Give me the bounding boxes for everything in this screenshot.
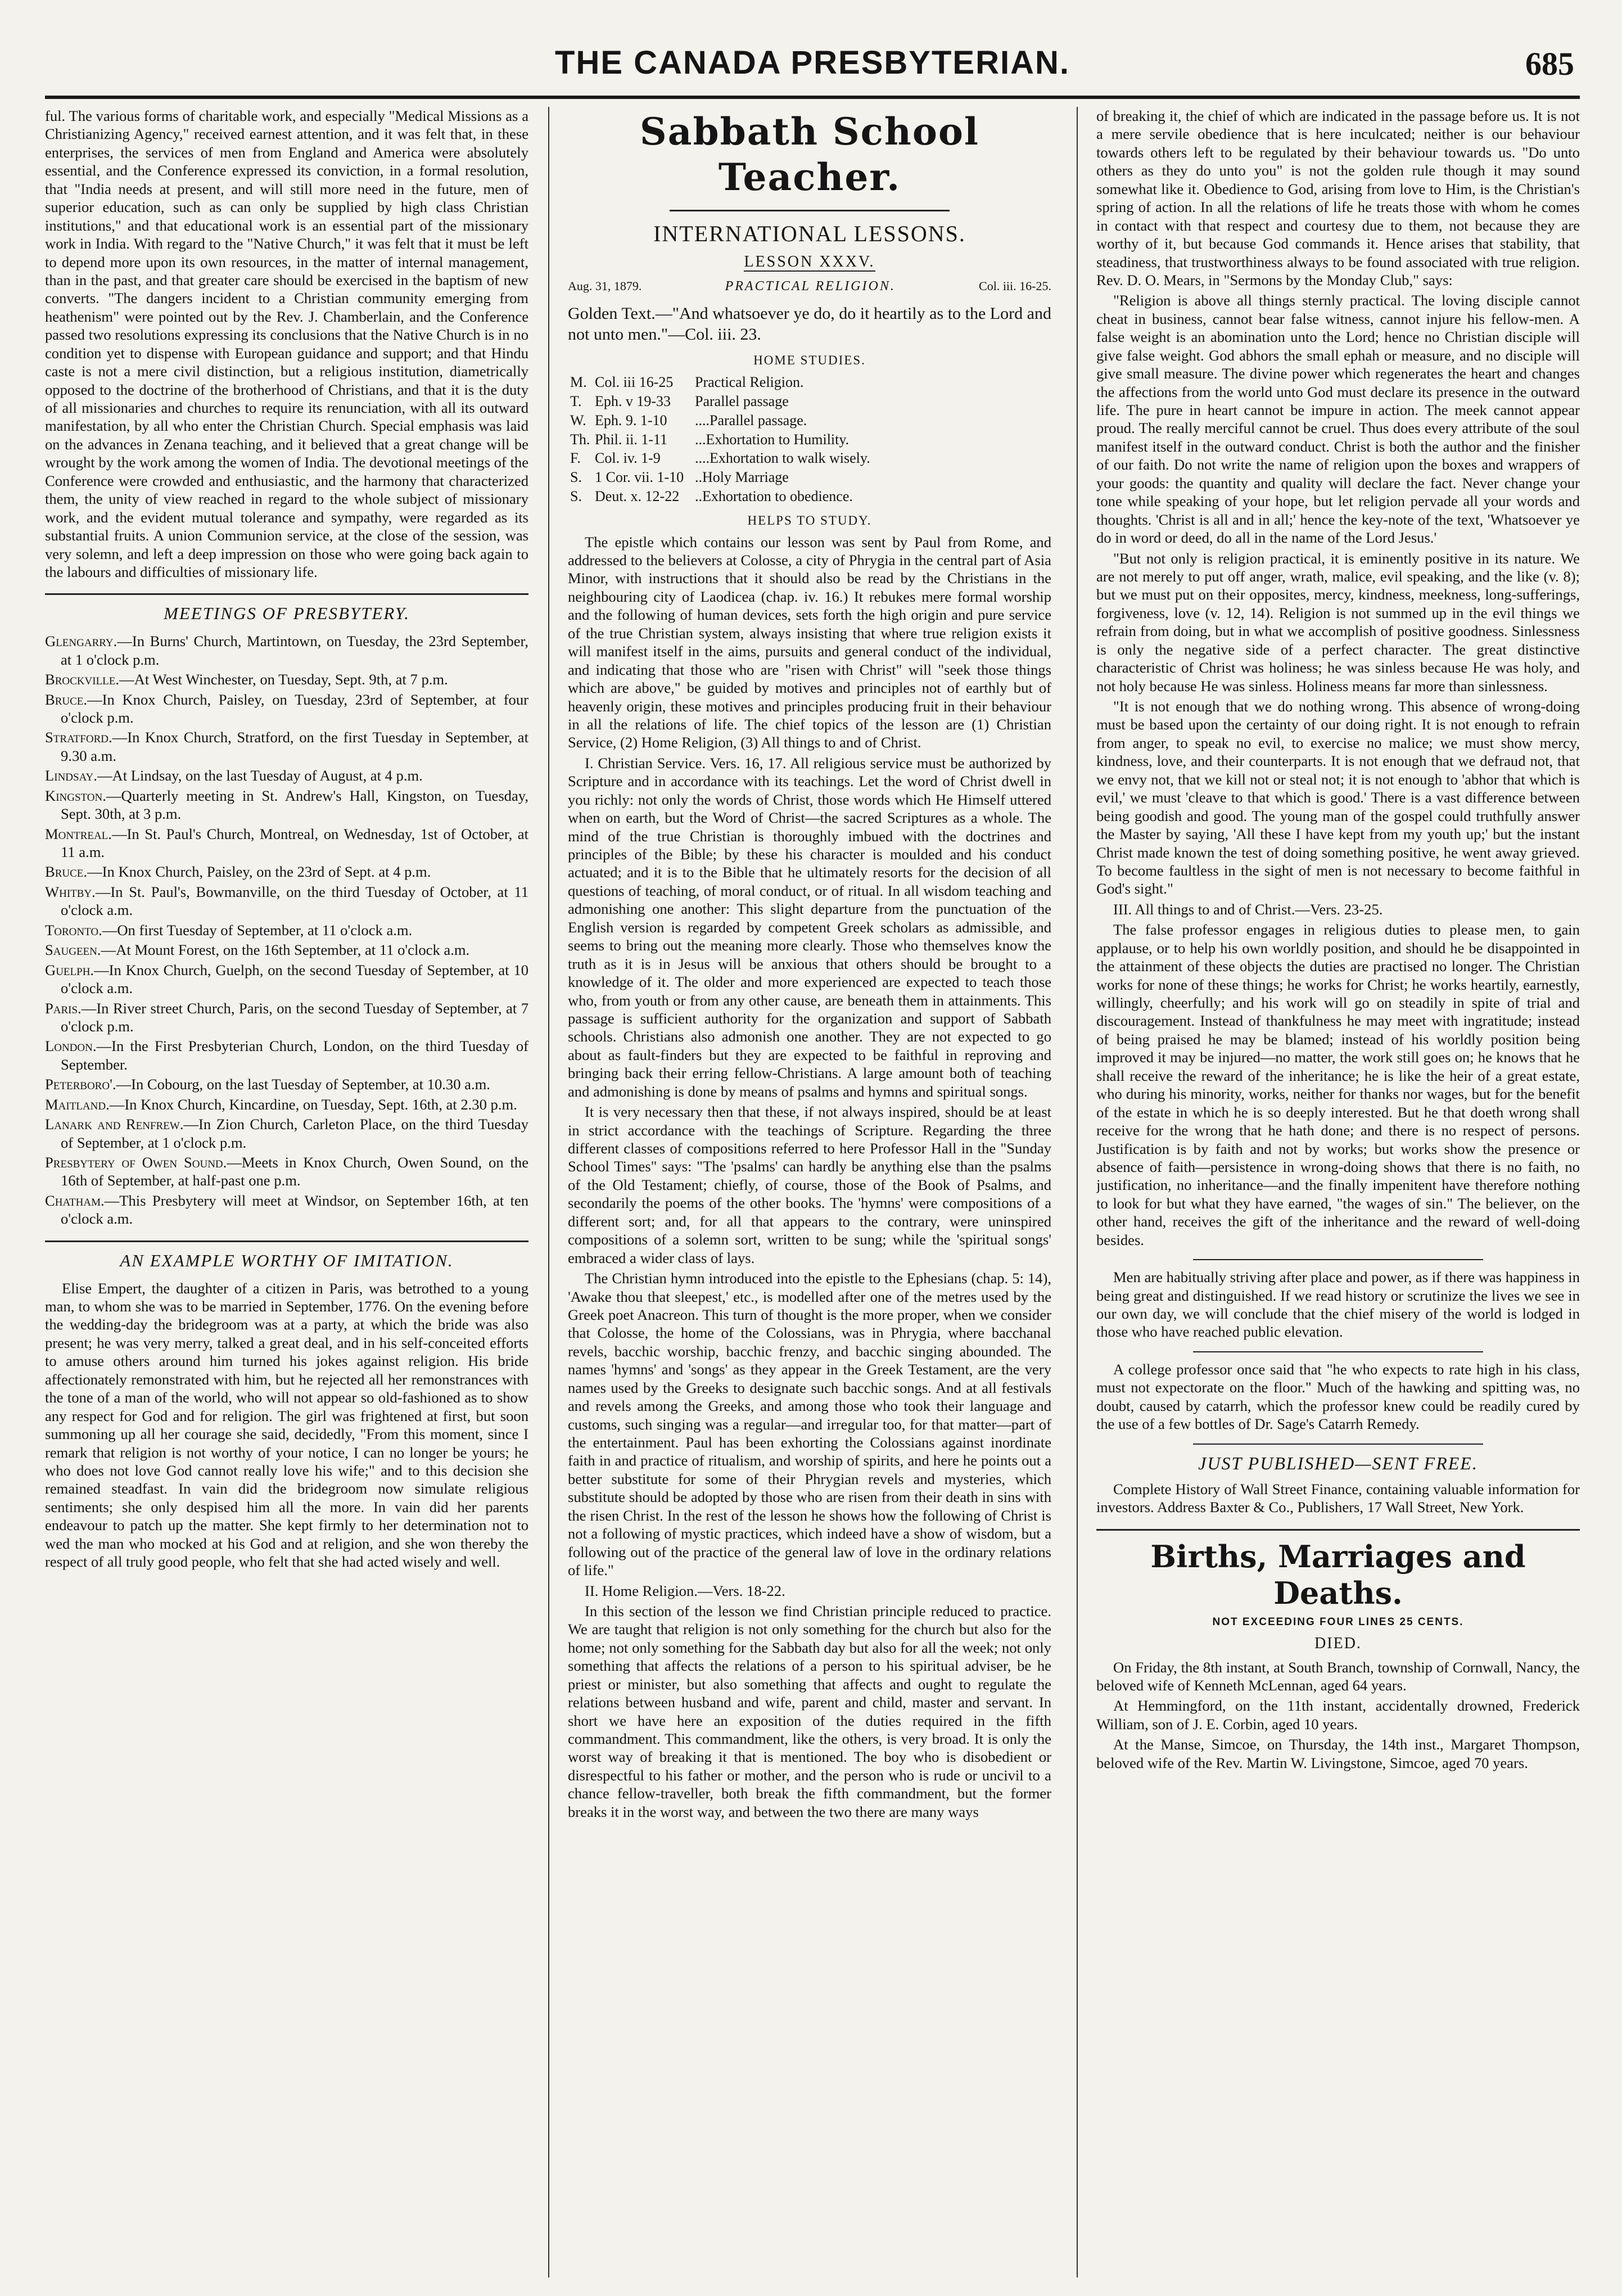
table-row: S. 1 Cor. vii. 1-10 ..Holy Marriage: [570, 469, 789, 486]
meeting-entry: Lindsay.—At Lindsay, on the last Tuesday of August, at 4 p.m.: [45, 767, 423, 784]
meeting-entry: Bruce.—In Knox Church, Paisley, on Tuesday, 23rd of September, at four o'clock p.m.: [45, 691, 528, 726]
column-2: [568, 107, 1051, 2283]
home-studies-heading: HOME STUDIES.: [753, 353, 866, 368]
notice-rate: NOT EXCEEDING FOUR LINES 25 CENTS.: [1212, 1616, 1464, 1629]
section-rule: [1096, 1529, 1580, 1531]
table-row: S. Deut. x. 12-22 ..Exhortation to obedience.: [570, 488, 853, 504]
meeting-entry: Paris.—In River street Church, Paris, on the second Tuesday of September, at 7 o'clock p.m.: [45, 999, 528, 1035]
section-rule: [1193, 1444, 1483, 1445]
meeting-entry: Stratford.—In Knox Church, Stratford, on the first Tuesday in September, at 9.30 a.m.: [45, 729, 528, 764]
table-row: T. Eph. v 19-33 Parallel passage: [570, 393, 789, 410]
meeting-entry: Bruce.—In Knox Church, Paisley, on the 23rd of Sept. at 4 p.m.: [45, 863, 431, 881]
meeting-entry: Montreal.—In St. Paul's Church, Montreal, on Wednesday, 1st of October, at 11 a.m.: [45, 825, 528, 860]
section-rule: [1193, 1351, 1483, 1352]
missions-article-text: ful. The various forms of charitable work, and especially "Medical Missions as a Christianizing Agency," received earnest attention, and it was felt that, in these enterprises, the services of men from England and America were absolutely essential, and the Conference expressed its conviction, in a formal resolution, that "India needs at present, and will still more need in the future, men of superior education, such as can only be supplied by high class Christian institutions," and that educational work is an essential part of the missionary work in India. With regard to the "Native Church," it was felt that it must be left to depend more upon its own resources, in the matter of internal management, than in the past, and that greater care should be exercised in the baptism of new converts. "The dangers incident to a Christian community emerging from heathenism" were pointed out by the Rev. J. Chamberlain, and the Conference passed two resolutions expressing its conclusions that the Native Church is in no condition yet to dispense with European guidance and support; and that Hindu caste is not a mere civil distinction, but a religious institution, diametrically opposed to the doctrine of the brotherhood of Christians, and that it is the duty of all missionaries and churches to require its renunciation, with all its outward manifestation, by all who enter the Christian Church. Special emphasis was laid on the advances in Zenana teaching, and it believed that a great change will be wrought by the work among the women of India. The devotional meetings of the Conference were crowded and enthusiastic, and the harmony that characterized them, the unity of view reached in regard to the whole subject of missionary work, and the evident mutual tolerance and sympathy, were regarded as its substantial fruits. A union Communion service, at the close of the session, was very solemn, and left a deep impression on those who were going back again to the labours and difficulties of missionary life.: [45, 107, 528, 580]
meeting-entry: Saugeen.—At Mount Forest, on the 16th September, at 11 o'clock a.m.: [45, 941, 470, 959]
golden-text: Golden Text.—"And whatsoever ye do, do it heartily as to the Lord and not unto men."—Col. iii. 23.: [568, 304, 1051, 344]
lesson-paragraph: The epistle which contains our lesson was sent by Paul from Rome, and addressed to the believers at Colosse, a city of Phrygia in the central part of Asia Minor, with instructions that it should also be read by the Christians in the neighbouring city of Laodicea (chap. iv. 16.) It rebukes mere formal worship and the following of human devices, sets forth the high origin and pure service of the true Christian system, always insisting that where true religion exists it will manifest itself in the aims, pursuits and general conduct of the individual, and indicating that those who are "risen with Christ" will "seek those things which are above," be guided by motives and principles not of earthly but of heavenly origin, these motives and principles producing fruit in their behaviour in all the relations of life. The chief topics of the lesson are (1) Christian Service, (2) Home Religion, (3) All things to and of Christ.: [568, 533, 1051, 751]
lesson-subject: PRACTICAL RELIGION.: [725, 278, 896, 294]
title-rule: [670, 210, 950, 211]
section-rule: [45, 1241, 528, 1242]
lesson-section-heading: II. Home Religion.—Vers. 18-22.: [585, 1582, 785, 1599]
table-row: M. Col. iii 16-25 Practical Religion.: [570, 374, 804, 391]
lesson-info-row: [568, 278, 1051, 295]
table-row: F. Col. iv. 1-9 ....Exhortation to walk wisely.: [570, 450, 870, 467]
helps-heading: HELPS TO STUDY.: [747, 513, 872, 527]
just-published-text: Complete History of Wall Street Finance, containing valuable information for investors. Address Baxter & Co., Publishers, 17 Wall Street, New York.: [1096, 1480, 1580, 1516]
lesson-paragraph: It is very necessary then that these, if not always inspired, should be at least in strict accordance with the teachings of Scripture. Regarding the three different classes of compositions referred to here Professor Hall in the "Sunday School Times" says: "The 'psalms' can hardly be anything else than the psalms of the Old Testament; chiefly, of course, those of the Book of Psalms, and secondarily the poems of the other books. The 'hymns' were compositions of a different sort; and, for all that appears to the contrary, were uninspired compositions of a solemn sort, written to be sung; while the 'spiritual songs' embraced a wider class of lays.: [568, 1103, 1051, 1266]
lesson-section-heading: III. All things to and of Christ.—Vers. 23-25.: [1113, 900, 1383, 918]
meetings-list: [45, 632, 528, 1228]
section-rule: [1193, 1259, 1483, 1260]
lesson-paragraph: "But not only is religion practical, it is eminently positive in its nature. We are not merely to put off anger, wrath, malice, evil speaking, and the like (v. 8); but we must put on their opposites, mercy, kindness, meekness, long-sufferings, forgiveness, love (v. 12, 14). Religion is not summed up in the evil things we refrain from doing, but in what we accomplish of positive goodness. Sinlessness is only the negative side of a perfect character. The great distinctive characteristic of Christ was holiness; he was sinless because He was holy, and not holy because He was sinless. Holiness means far more than sinlessness.: [1096, 549, 1580, 694]
notice-paragraph: A college professor once said that "he who expects to rate high in his class, must not expectorate on the floor." Much of the hawking and spitting was, no doubt, caused by catarrh, which the professor knew could be readily cured by the use of a few bottles of Dr. Sage's Catarrh Remedy.: [1096, 1360, 1580, 1433]
lesson-date: Aug. 31, 1879.: [568, 279, 642, 294]
died-heading: DIED.: [1314, 1635, 1362, 1653]
meeting-entry: Guelph.—In Knox Church, Guelph, on the second Tuesday of September, at 10 o'clock a.m.: [45, 961, 528, 997]
lesson-number: LESSON XXXV.: [744, 252, 875, 270]
death-notice: On Friday, the 8th instant, at South Branch, township of Cornwall, Nancy, the beloved wife of Kenneth McLennan, aged 64 years.: [1096, 1658, 1580, 1694]
meeting-entry: Glengarry.—In Burns' Church, Martintown, on Tuesday, the 23rd September, at 1 o'clock p.m.: [45, 633, 528, 668]
column-divider: [548, 107, 549, 2277]
page-header: [45, 34, 1580, 99]
death-notice: At the Manse, Simcoe, on Thursday, the 14th inst., Margaret Thompson, beloved wife of the Rev. Martin W. Livingstone, Simcoe, aged 70 years.: [1096, 1736, 1580, 1771]
lesson-paragraph: The false professor engages in religious duties to please men, to gain applause, or to help his own worldly position, and should he be disappointed in the attainment of these objects the duties are practised no longer. The Christian works for none of these things; he works for Christ; he works heartily, earnestly, willingly, cheerfully; and his work will go on steadily in spite of trial and discouragement. Instead of thankfulness he may meet with ingratitude; instead of being praised he may be blamed; instead of his worldly position being improved it may be injured—no matter, the work still goes on; he knows that he shall receive the reward of the inheritance; he is like the heir of a great estate, who during his minority, works, neither for thanks nor wages, but for the benefit of the estate in which he is so deeply interested. But he that doeth wrong shall receive for the wrong that he hath done; and there is no respect of persons. Justification is by faith and not by works; but works show the presence or absence of faith—persistence in wrong-doing shows that there is no faith, no justification, no inheritance—and the finally impenitent have therefore nothing to look for but what they have earned, "the wages of sin." The believer, on the other hand, receives the gift of the inheritance and the reward of well-doing besides.: [1096, 921, 1580, 1248]
meeting-entry: Whitby.—In St. Paul's, Bowmanville, on the third Tuesday of October, at 11 o'clock a.m.: [45, 883, 528, 919]
example-article-text: Elise Empert, the daughter of a citizen in Paris, was betrothed to a young man, to whom she was to be married in September, 1776. On the evening before the wedding-day the bridegroom was at a party, at which the bride was also present; he was very merry, talked a great deal, and in his self-conceited efforts to amuse others around him turned his jokes against religion. His bride affectionately remonstrated with him, but he rejected all her remonstrances with the tone of a man of the world, who will not appear so old-fashioned as to show any respect for God and for religion. The girl was frightened at first, but soon summoning up all her courage she said, decidedly, "From this moment, since I remark that religion is not worthy of your notice, I can no longer be yours; he who does not love God cannot really love his wife;" and to this decision she remained steadfast. In vain did the bridegroom now simulate religious sentiments; she only despised him all the more. In vain did her parents endeavour to patch up the matter. She kept firmly to her determination not to wed the man who mocked at his God and at religion, and she won thereby the respect of all truly good people, who felt that she had acted wisely and well.: [45, 1279, 528, 1571]
meeting-entry: Brockville.—At West Winchester, on Tuesday, Sept. 9th, at 7 p.m.: [45, 671, 448, 688]
sabbath-school-title: Sabbath School Teacher.: [640, 110, 979, 199]
meeting-entry: London.—In the First Presbyterian Church, London, on the third Tuesday of September.: [45, 1038, 528, 1073]
masthead-title: THE CANADA PRESBYTERIAN.: [555, 44, 1070, 81]
column-1: [45, 107, 528, 2283]
lesson-paragraph: The Christian hymn introduced into the epistle to the Ephesians (chap. 5: 14), 'Awake thou that sleepest,' etc., is modelled after one of the metres used by the Greek poet Anacreon. This turn of thought is the more proper, when we consider that Colosse, the home of the Colossians, was in Phrygia, where bacchanal revels, bacchic worship, bacchic frenzy, and bacchic singing abounded. The names 'hymns' and 'songs' as they appear in the Greek Testament, are the very names used by the Greeks to designate such bacchic songs. And at all festivals and revels among the Greeks, and among those who took their language and customs, such singing was a regular—and irregular too, for that matter—part of the entertainment. Paul has been exhorting the Colossians against inordinate faith in and practice of ritualism, and worship of spirits, and here he points out a better substitute for some of their Phrygian revels and mysteries, which substitute should be adopted by those who are risen from their death in sins with the risen Christ. In the rest of the lesson he shows how the following of Christ is not a following of mystic practices, which indeed have a show of wisdom, but a following out of the practice of the general law of love in the ordinary relations of life.": [568, 1270, 1051, 1579]
table-row: Th. Phil. ii. 1-11 ...Exhortation to Humility.: [570, 431, 850, 448]
home-studies-table: [568, 373, 1051, 506]
example-heading: AN EXAMPLE WORTHY OF IMITATION.: [120, 1250, 454, 1270]
meeting-entry: Presbytery of Owen Sound.—Meets in Knox Church, Owen Sound, on the 16th of September, at half-past one p.m.: [45, 1154, 528, 1189]
international-lessons-heading: INTERNATIONAL LESSONS.: [653, 221, 966, 247]
just-published-heading: JUST PUBLISHED—SENT FREE.: [1198, 1453, 1478, 1473]
meeting-entry: Chatham.—This Presbytery will meet at Windsor, on September 16th, at ten o'clock a.m.: [45, 1192, 528, 1228]
meeting-entry: Maitland.—In Knox Church, Kincardine, on Tuesday, Sept. 16th, at 2.30 p.m.: [45, 1095, 517, 1113]
page-number: 685: [1525, 46, 1574, 82]
meeting-entry: Peterboro'.—In Cobourg, on the last Tuesday of September, at 10.30 a.m.: [45, 1076, 490, 1093]
column-divider: [1077, 107, 1078, 2277]
births-marriages-deaths-heading: Births, Marriages and Deaths.: [1150, 1538, 1526, 1612]
lesson-paragraph: of breaking it, the chief of which are indicated in the passage before us. It is not a mere servile obedience that is here inculcated; neither is our behaviour towards others left to be regulated by their behaviour towards us. "Do unto others as they do unto you" is not the golden rule though it may sound somewhat like it. Obedience to God, arising from love to Him, is the Christian's spring of action. In all the relations of life he treats those with whom he comes in contact with that respect and courtesy due to them, not because they are worthy of it, but because God commands it. Hence arises that stability, that steadiness, that trustworthiness always to be found associated with true religion. Rev. D. O. Mears, in "Sermons by the Monday Club," says:: [1096, 107, 1580, 288]
lesson-paragraph: In this section of the lesson we find Christian principle reduced to practice. We are taught that religion is not only something for the church but also for the home; not only something for the Sabbath day but also for all the week; not only something that affects the relations of a person to his spiritual adviser, be he priest or minister, but also something that affects and ought to regulate the relations between husband and wife, parent and child, master and servant. In short we have here an exposition of the duties required in the fifth commandment. This commandment, like the others, is very broad. It is only the worst way of breaking it that is mentioned. The boy who is disobedient or disrespectful to his father or mother, and the person who is rude or uncivil to a chance fellow-traveller, both break the fifth commandment, but the former breaks it in the worst way, and between the two there are many ways: [568, 1602, 1051, 1820]
lesson-paragraph: I. Christian Service. Vers. 16, 17. All religious service must be authorized by Scripture and in accordance with its teachings. Let the word of Christ dwell in you richly: not only the words of Christ, those words which He Himself uttered when on earth, but the Word of Christ—the sacred Scriptures as a whole. The mind of the true Christian is thoroughly imbued with the doctrines and principles of the Bible; by these his character is moulded and his conduct actuated; and it is to the Bible that he ultimately resorts for the decision of all questions of teaching, of moral conduct, or of ritual. In all wisdom teaching and admonishing one another: This slight departure from the punctuation of the English version is regarded by competent Greek scholars as admissible, and seems to bring out the meaning more clearly. Those who themselves know the truth as it is in Jesus will be anxious that others should be brought to a knowledge of it. The older and more experienced are expected to teach those who, from youth or from any other cause, are beneath them in attainments. This passage is sufficient authority for the organization and support of Sabbath schools. Christians also admonish one another. They are not expected to go about as fault-finders but they are expected to be faithful in reproving and bringing back their erring fellow-Christians. A large amount both of teaching and admonishing is done by means of psalms and hymns and spiritual songs.: [568, 754, 1051, 1100]
table-row: W. Eph. 9. 1-10 ....Parallel passage.: [570, 412, 807, 428]
meeting-entry: Toronto.—On first Tuesday of September, at 11 o'clock a.m.: [45, 921, 413, 939]
section-rule: [45, 593, 528, 595]
notice-paragraph: Men are habitually striving after place and power, as if there was happiness in being great and distinguished. If we read history or scrutinize the lives we see in our own day, we will conclude that the chief misery of the world is lodged in those who have reached public elevation.: [1096, 1269, 1580, 1341]
lesson-paragraph: "Religion is above all things sternly practical. The loving disciple cannot cheat in business, cannot bear false witness, cannot injure his fellow-men. A false weight is an abomination unto the Lord; hence no Christian disciple will give false weight. God abhors the small ephah or measure, and no disciple will give small measure. The divine power which regenerates the heart and changes the affections from the world unto God must declare its presence in the outward life. The pure in heart cannot be impure in action. The meek cannot appear proud. The really merciful cannot be cruel. Thus does every attribute of the soul manifest itself in the outward conduct. Christ is both the author and the finisher of our faith. Do not write the name of religion upon the boxes and wrappers of your goods: the quantity and quality will declare the fact. Never change your tone while speaking of your hope, but let religion pervade all your words and thoughts. 'Christ is all and in all;' hence the key-note of the text, 'Whatsoever ye do in word or deed, do all in the name of the Lord Jesus.': [1096, 292, 1580, 547]
lesson-scripture: Col. iii. 16-25.: [979, 279, 1051, 294]
meeting-entry: Lanark and Renfrew.—In Zion Church, Carleton Place, on the third Tuesday of September, at 1 o'clock p.m.: [45, 1116, 528, 1151]
lesson-paragraph: "It is not enough that we do nothing wrong. This absence of wrong-doing must be based upon the certainty of our doing right. It is not enough to refrain from anger, to speak no evil, to exercise no malice; we must show mercy, kindness, love, and their counterparts. It is not enough that we defraud not, that we envy not, that we kill not or steal not; it is not enough to 'abhor that which is evil,' we must 'cleave to that which is good.' There is a vast difference between being goodish and good. The young man of the gospel could truthfully answer the Master by saying, 'All these I have kept from my youth up;' but the instant Christ made known the test of doing something positive, he went away grieved. To become faultless in the sight of men is not necessary to become faithful in God's sight.": [1096, 698, 1580, 897]
death-notice: At Hemmingford, on the 11th instant, accidentally drowned, Frederick William, son of J. E. Corbin, aged 10 years.: [1096, 1697, 1580, 1733]
meetings-heading: MEETINGS OF PRESBYTERY.: [164, 603, 410, 624]
meeting-entry: Kingston.—Quarterly meeting in St. Andrew's Hall, Kingston, on Tuesday, Sept. 30th, at 3 p.m.: [45, 787, 528, 823]
column-3: [1096, 107, 1580, 2283]
